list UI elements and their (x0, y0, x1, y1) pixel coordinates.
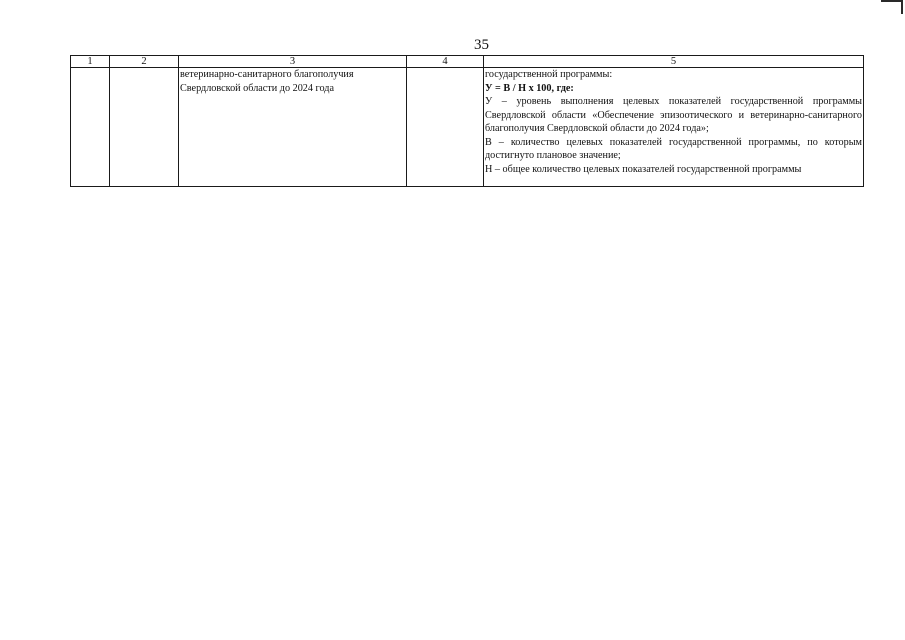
cell-col-5 (484, 68, 864, 187)
definition-v: В – количество целевых показателей государственной программы, по которым достигнуто плановое значение; (485, 136, 862, 161)
header-cell-2: 2 (110, 56, 179, 68)
document-table (70, 55, 864, 187)
cell-col-4 (407, 68, 484, 187)
cell-col-2 (110, 68, 179, 187)
table-header-row (71, 56, 864, 68)
header-cell-3: 3 (179, 56, 407, 68)
definition-u: У – уровень выполнения целевых показателей государственной программы Свердловской области «Обеспечение эпизоотического и ветеринарно-санитарного благополучия Свердловской области до 2024 года»; (485, 96, 862, 134)
header-cell-5: 5 (484, 56, 864, 68)
formula-text: У = В / Н х 100, где: (485, 82, 574, 94)
program-intro-text: государственной программы: (485, 69, 613, 80)
definition-n: Н – общее количество целевых показателей государственной программы (485, 163, 802, 175)
header-cell-4: 4 (407, 56, 484, 68)
page-number: 35 (474, 37, 489, 53)
cell-col-1 (71, 68, 110, 187)
header-cell-1: 1 (71, 56, 110, 68)
table-row (71, 68, 864, 187)
cell-col-3: ветеринарно-санитарного благополучия Свердловской области до 2024 года (179, 68, 407, 187)
scan-corner-mark (881, 0, 903, 14)
